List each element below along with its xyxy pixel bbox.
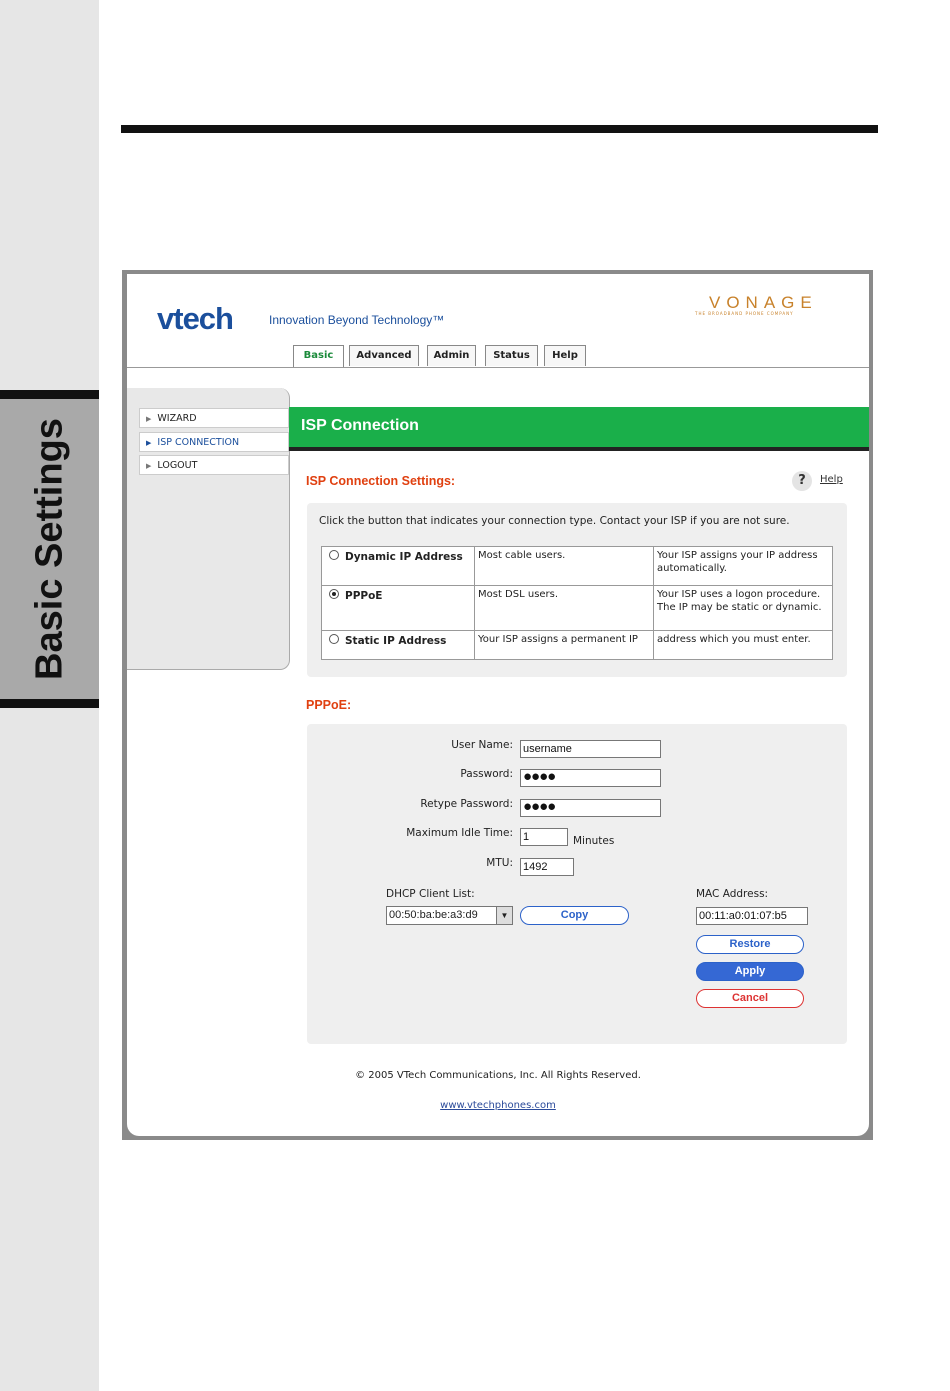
- option-description: address which you must enter.: [654, 631, 833, 660]
- section-side-tab-label: Basic Settings: [28, 418, 70, 680]
- page-title: ISP Connection: [301, 417, 419, 434]
- tab-help[interactable]: Help: [544, 345, 586, 366]
- sidebar-item-label: LOGOUT: [157, 460, 198, 471]
- screenshot-frame: [122, 270, 873, 1140]
- username-input[interactable]: username: [520, 740, 661, 758]
- radio-static-ip[interactable]: [329, 634, 339, 644]
- copy-button[interactable]: Copy: [520, 906, 629, 925]
- idle-time-unit: Minutes: [573, 835, 615, 847]
- tagline: Innovation Beyond Technology™: [269, 313, 445, 327]
- dhcp-client-list-label: DHCP Client List:: [386, 888, 475, 900]
- connection-type-table: [321, 546, 833, 660]
- option-users: Most DSL users.: [475, 586, 654, 631]
- tab-status[interactable]: Status: [485, 345, 538, 366]
- dhcp-client-selected: 00:50:ba:be:a3:d9: [389, 909, 478, 921]
- connection-type-panel: [307, 503, 847, 677]
- sidebar-item-label: WIZARD: [157, 413, 197, 424]
- settings-section-title: ISP Connection Settings:: [306, 474, 456, 488]
- help-link[interactable]: Help: [820, 474, 843, 485]
- option-dynamic-ip[interactable]: [322, 547, 475, 586]
- password-label: Password:: [460, 768, 513, 780]
- idle-time-label: Maximum Idle Time:: [406, 827, 513, 839]
- option-description: Your ISP assigns your IP address automatically.: [654, 547, 833, 586]
- option-pppoe[interactable]: [322, 586, 475, 631]
- arrow-right-icon: ▶: [146, 415, 152, 423]
- retype-password-label: Retype Password:: [420, 798, 513, 810]
- password-input[interactable]: ●●●●: [520, 769, 661, 787]
- vonage-logo: VONAGE: [709, 293, 818, 312]
- connection-intro: Click the button that indicates your connection type. Contact your ISP if you are not sure.: [319, 515, 790, 527]
- restore-button[interactable]: Restore: [696, 935, 804, 954]
- tab-advanced[interactable]: Advanced: [349, 345, 419, 366]
- tab-admin[interactable]: Admin: [427, 345, 476, 366]
- option-static-ip[interactable]: [322, 631, 475, 660]
- option-label: Dynamic IP Address: [345, 551, 463, 563]
- vonage-logo-sub: THE BROADBAND PHONE COMPANY: [695, 311, 794, 316]
- apply-button[interactable]: Apply: [696, 962, 804, 981]
- sidebar-item-wizard[interactable]: [139, 408, 289, 428]
- arrow-right-icon: ▶: [146, 439, 152, 447]
- chevron-down-icon[interactable]: ▼: [496, 907, 512, 924]
- option-users: Most cable users.: [475, 547, 654, 586]
- arrow-right-icon: ▶: [146, 462, 152, 470]
- radio-dynamic-ip[interactable]: [329, 550, 339, 560]
- option-label: Static IP Address: [345, 635, 447, 647]
- sidebar: [127, 388, 290, 670]
- header-rule: [121, 125, 878, 133]
- dhcp-client-select[interactable]: [386, 906, 513, 925]
- router-ui: [127, 274, 869, 1136]
- radio-pppoe[interactable]: [329, 589, 339, 599]
- table-row: [322, 586, 833, 631]
- footer-copyright: © 2005 VTech Communications, Inc. All Rights Reserved.: [355, 1070, 641, 1081]
- table-row: [322, 547, 833, 586]
- sidebar-item-logout[interactable]: [139, 455, 289, 475]
- table-row: [322, 631, 833, 660]
- pppoe-panel: [307, 724, 847, 1044]
- sidebar-item-isp-connection[interactable]: [139, 432, 289, 452]
- footer-link[interactable]: www.vtechphones.com: [440, 1100, 556, 1111]
- mac-address-input[interactable]: 00:11:a0:01:07:b5: [696, 907, 808, 925]
- option-label: PPPoE: [345, 590, 383, 602]
- mtu-input[interactable]: 1492: [520, 858, 574, 876]
- section-side-tab: [0, 390, 99, 708]
- pppoe-section-title: PPPoE:: [306, 698, 352, 712]
- vtech-logo: vtech: [157, 301, 233, 336]
- header-divider: [127, 367, 869, 368]
- cancel-button[interactable]: Cancel: [696, 989, 804, 1008]
- mac-address-label: MAC Address:: [696, 888, 769, 900]
- sidebar-item-label: ISP CONNECTION: [157, 437, 240, 448]
- option-users: Your ISP assigns a permanent IP: [475, 631, 654, 660]
- option-description: Your ISP uses a logon procedure. The IP may be static or dynamic.: [654, 586, 833, 631]
- page-banner: [289, 407, 869, 451]
- username-label: User Name:: [451, 739, 513, 751]
- retype-password-input[interactable]: ●●●●: [520, 799, 661, 817]
- tab-basic[interactable]: Basic: [293, 345, 344, 368]
- idle-time-input[interactable]: 1: [520, 828, 568, 846]
- footer-link-wrap: [127, 1100, 869, 1111]
- mtu-label: MTU:: [486, 857, 513, 869]
- help-icon[interactable]: ?: [792, 471, 812, 491]
